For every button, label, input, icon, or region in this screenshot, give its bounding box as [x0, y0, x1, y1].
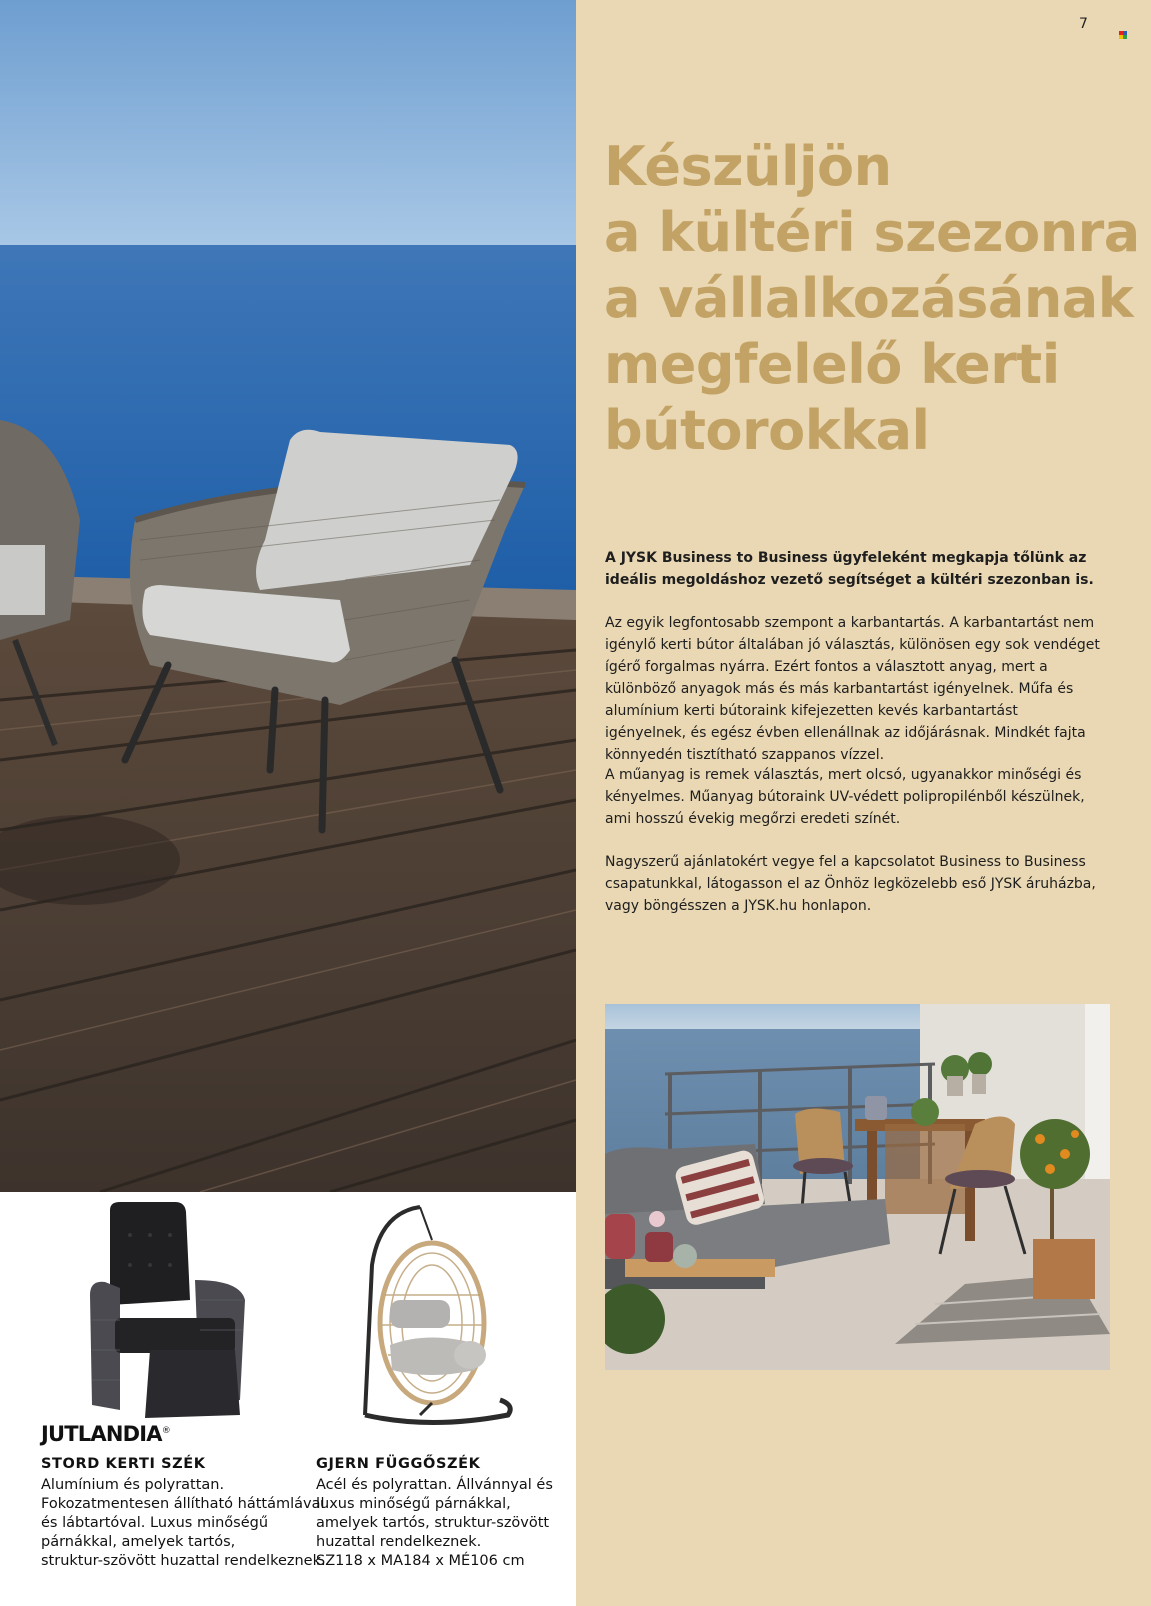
product-description-stord: Alumínium és polyrattan. Fokozatmentesen állítható háttámlával és lábtartóval. Luxus minőségű párnákkal, amelyek tartós, struktur-szövött huzattal rendelkeznek. [41, 1477, 326, 1569]
headline-line: Készüljön [604, 135, 892, 198]
headline-line: a vállalkozásának [604, 267, 1134, 330]
hero-photo-wicker-armchairs-on-deck [0, 0, 576, 1192]
product-name-stord: STORD KERTI SZÉK [41, 1456, 206, 1472]
page-headline [604, 134, 1140, 464]
gjern-hanging-chair-image [360, 1205, 520, 1430]
print-color-mark [1119, 31, 1127, 39]
product-description-gjern: Acél és polyrattan. Állvánnyal és luxus minőségű párnákkal, amelyek tartós, struktur-szövött huzattal rendelkeznek. SZ118 x MA184 x MÉ106 cm [316, 1477, 553, 1569]
product-name-gjern: GJERN FÜGGŐSZÉK [316, 1456, 481, 1472]
page-number: 7 [1079, 16, 1088, 32]
headline-line: bútorokkal [604, 399, 930, 462]
headline-line: megfelelő kerti [604, 333, 1060, 396]
body-paragraph: Az egyik legfontosabb szempont a karbantartás. A karbantartást nem igénylő kerti bútor általában jó választás, különösen egy sok vendéget ígérő forgalmas nyárra. Ezért fontos a választott anyag, mert a különböző anyagok más és más karbantartást igényelnek. Műfa és alumínium kerti bútoraink kifejezetten kevés karbantartást igényelnek, és egész évben ellenállnak az időjárásnak. Mindkét fajta könnyedén tisztítható szappanos vízzel. [605, 615, 1100, 763]
terrace-lounge-photo [605, 1004, 1110, 1370]
stord-recliner-chair-image [80, 1200, 250, 1428]
body-paragraph: Nagyszerű ajánlatokért vegye fel a kapcsolatot Business to Business csapatunkkal, látogasson el az Önhöz legközelebb eső JYSK áruházba, vagy böngésszen a JYSK.hu honlapon. [605, 854, 1096, 914]
body-paragraph: A műanyag is remek választás, mert olcsó, ugyanakkor minőségi és kényelmes. Műanyag bútoraink UV-védett polipropilénből készülnek, ami hosszú évekig megőrzi eredeti színét. [605, 767, 1085, 827]
jutlandia-brand-logo: JUTLANDIA® [41, 1422, 170, 1446]
hero-photo [0, 0, 576, 1192]
headline-line: a kültéri szezonra [604, 201, 1140, 264]
intro-paragraph: A JYSK Business to Business ügyfeleként megkapja tőlünk az ideális megoldáshoz vezető segítséget a kültéri szezonban is. [605, 550, 1094, 588]
terrace-photo [605, 1004, 1110, 1370]
